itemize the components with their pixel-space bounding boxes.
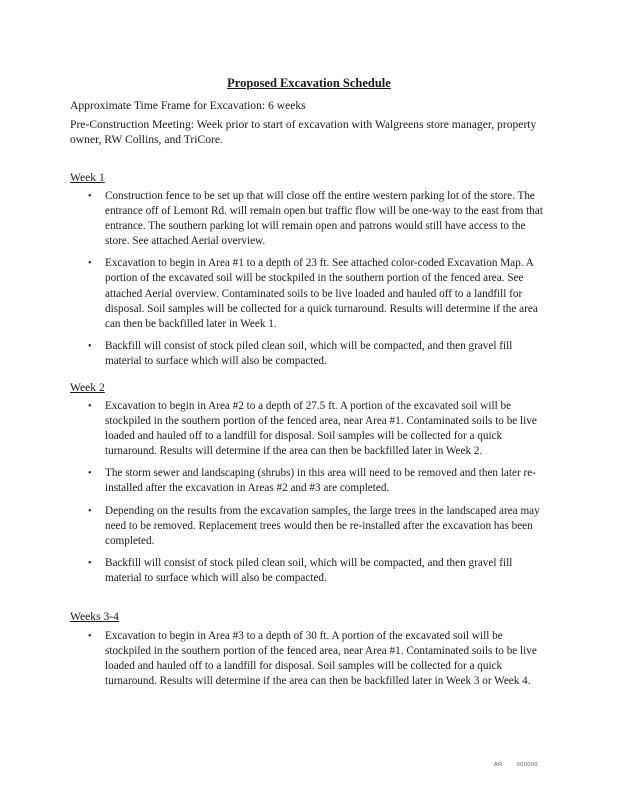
week-1-list: [88, 189, 544, 376]
page-title: Proposed Excavation Schedule: [227, 76, 391, 90]
list-item: • Backfill will consist of stock piled clean soil, which will be compacted, and then gravel fill material to surface which will also be compacted.: [88, 556, 544, 586]
list-item: • Excavation to begin in Area #2 to a depth of 27.5 ft. A portion of the excavated soil will be stockpiled in the southern portion of the fenced area, near Area #1. Contaminated soils to be live loaded and hauled off to a landfill for disposal. Soil samples will be collected for a quick turnaround. Results will determine if the area can then be backfilled later in Week 2.: [88, 399, 544, 459]
page-number: 000000: [516, 762, 538, 768]
list-item: • Construction fence to be set up that will close off the entire western parking lot of the store. The entrance off of Lemont Rd. will remain open but traffic flow will be one-way to the east from that entrance. The southern parking lot will remain open and patrons would still have access to the store. See attached Aerial overview.: [88, 189, 544, 249]
week-2-list: [88, 399, 544, 593]
list-item: • Backfill will consist of stock piled clean soil, which will be compacted, and then gravel fill material to surface which will also be compacted.: [88, 339, 544, 369]
list-item: • Excavation to begin in Area #3 to a depth of 30 ft. A portion of the excavated soil will be stockpiled in the southern portion of the fenced area, near Area #1. Contaminated soils to be live loaded and hauled off to a landfill for disposal. Soil samples will be collected for a quick turnaround. Results will determine if the area can then be backfilled later in Week 3 or Week 4.: [88, 629, 544, 689]
weeks-3-4-list: [88, 629, 544, 696]
week-2-heading: Week 2: [70, 381, 105, 394]
list-item: • Depending on the results from the excavation samples, the large trees in the landscaped area may need to be removed. Replacement trees would then be re-installed after the excavation has been completed.: [88, 504, 544, 549]
weeks-3-4-heading: Weeks 3-4: [70, 610, 119, 623]
list-item: • The storm sewer and landscaping (shrubs) in this area will need to be removed and then later re-installed after the excavation in Areas #2 and #3 are completed.: [88, 466, 544, 496]
pre-construction-text: Pre-Construction Meeting: Week prior to start of excavation with Walgreens store manager, property owner, RW Collins, and TriCore.: [70, 118, 537, 147]
footer-mark: AR: [494, 762, 503, 768]
time-frame-text: Approximate Time Frame for Excavation: 6 weeks: [70, 99, 306, 112]
page-footer: [494, 762, 552, 768]
week-1-heading: Week 1: [70, 171, 105, 184]
list-item: • Excavation to begin in Area #1 to a depth of 23 ft. See attached color-coded Excavation Map. A portion of the excavated soil will be stockpiled in the southern portion of the fenced area. See attached Aerial overview. Contaminated soils to be live loaded and hauled off to a landfill for disposal. Soil samples will be collected for a quick turnaround. Results will determine if the area can then be backfilled later in Week 1.: [88, 256, 544, 331]
